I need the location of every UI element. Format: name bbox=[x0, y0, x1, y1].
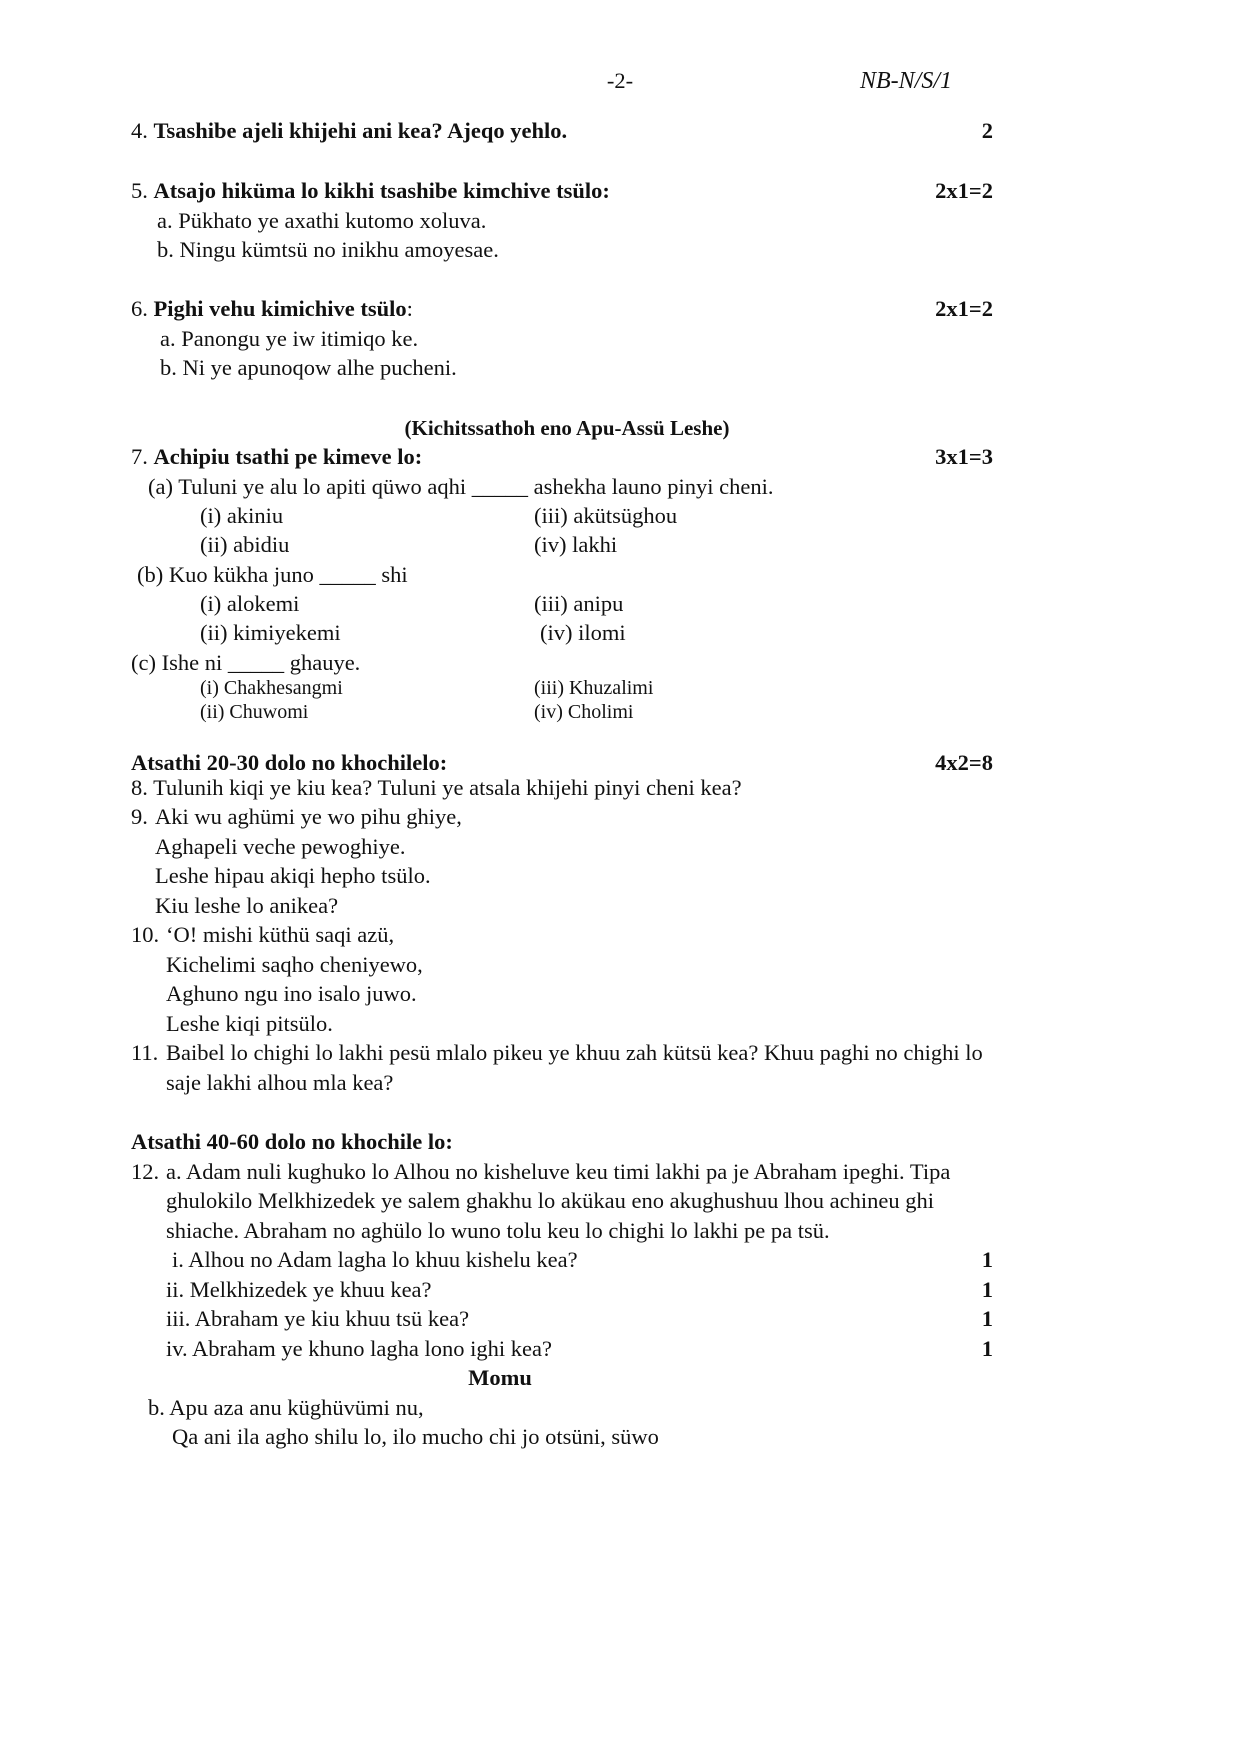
q7c-option-iii: (iii) Khuzalimi bbox=[534, 677, 654, 699]
q7a-stem: (a) Tuluni ye alu lo apiti qüwo aqhi _____ ashekha launo pinyi cheni. bbox=[148, 474, 774, 499]
q4-number: 4. bbox=[131, 118, 148, 143]
q10-number: 10. bbox=[131, 922, 160, 947]
q12b-line-2: Qa ani ila agho shilu lo, ilo mucho chi jo otsüni, süwo bbox=[172, 1424, 659, 1449]
q7a-option-iv: (iv) lakhi bbox=[534, 532, 618, 557]
q7b-option-iii: (iii) anipu bbox=[534, 591, 624, 616]
q12a-line-2: ghulokilo Melkhizedek ye salem ghakhu lo akükau eno akughushuu lhou achineu ghi bbox=[166, 1188, 934, 1213]
q6-colon: : bbox=[406, 296, 413, 321]
q12-number: 12. bbox=[131, 1159, 160, 1184]
paper-code: NB-N/S/1 bbox=[860, 68, 953, 94]
q9-line-3: Leshe hipau akiqi hepho tsülo. bbox=[155, 863, 431, 888]
q11-number: 11. bbox=[131, 1040, 159, 1065]
q11-line-1: Baibel lo chighi lo lakhi pesü mlalo pikeu ye khuu zah kütsü kea? Khuu paghi no chighi lo bbox=[166, 1040, 983, 1065]
question-8: 8. Tulunih kiqi ye kiu kea? Tuluni ye atsala khijehi pinyi cheni kea? bbox=[131, 775, 742, 800]
q12a-sub-iii: iii. Abraham ye kiu khuu tsü kea? bbox=[166, 1306, 470, 1331]
q7a-option-i: (i) akiniu bbox=[200, 503, 284, 528]
q7b-stem: (b) Kuo kükha juno _____ shi bbox=[137, 562, 408, 587]
q12a-sub-i: i. Alhou no Adam lagha lo khuu kishelu kea? bbox=[172, 1247, 578, 1272]
q12a-line-1: a. Adam nuli kughuko lo Alhou no kisheluve keu timi lakhi pa je Abraham ipeghi. Tipa bbox=[166, 1159, 951, 1184]
q4-text: Tsashibe ajeli khijehi ani kea? Ajeqo yehlo. bbox=[153, 118, 568, 143]
q12a-sub-ii: ii. Melkhizedek ye khuu kea? bbox=[166, 1277, 432, 1302]
section-3-heading: Atsathi 40-60 dolo no khochile lo: bbox=[131, 1129, 453, 1154]
q12a-sub-i-marks: 1 bbox=[981, 1247, 993, 1272]
q9-line-2: Aghapeli veche pewoghiye. bbox=[155, 834, 406, 859]
q4-marks: 2 bbox=[981, 118, 993, 143]
q5-item-b: b. Ningu kümtsü no inikhu amoyesae. bbox=[157, 237, 499, 262]
q7c-option-i: (i) Chakhesangmi bbox=[200, 677, 343, 699]
q7b-option-ii: (ii) kimiyekemi bbox=[200, 620, 341, 645]
q7-number: 7. bbox=[131, 444, 148, 469]
section-2-heading: Atsathi 20-30 dolo no khochilelo: bbox=[131, 750, 448, 775]
q12a-line-3: shiache. Abraham no aghülo lo wuno tolu keu lo chighi lo lakhi pe pa tsü. bbox=[166, 1218, 830, 1243]
q7c-option-iv: (iv) Cholimi bbox=[534, 701, 634, 723]
q10-line-1: ‘O! mishi küthü saqi azü, bbox=[166, 922, 395, 947]
q7b-option-i: (i) alokemi bbox=[200, 591, 300, 616]
q10-line-3: Aghuno ngu ino isalo juwo. bbox=[166, 981, 417, 1006]
q7a-option-ii: (ii) abidiu bbox=[200, 532, 290, 557]
q12b-line-1: b. Apu aza anu küghüvümi nu, bbox=[148, 1395, 424, 1420]
section-2-marks: 4x2=8 bbox=[935, 750, 993, 775]
q12a-sub-iv: iv. Abraham ye khuno lagha lono ighi kea? bbox=[166, 1336, 552, 1361]
q9-line-4: Kiu leshe lo anikea? bbox=[155, 893, 339, 918]
q5-marks: 2x1=2 bbox=[935, 178, 993, 203]
q12a-sub-ii-marks: 1 bbox=[981, 1277, 993, 1302]
page-number: -2- bbox=[606, 68, 634, 93]
section-heading: (Kichitssathoh eno Apu-Assü Leshe) bbox=[404, 416, 730, 440]
q6-marks: 2x1=2 bbox=[935, 296, 993, 321]
or-separator: Momu bbox=[468, 1365, 532, 1390]
q5-number: 5. bbox=[131, 178, 148, 203]
q10-line-4: Leshe kiqi pitsülo. bbox=[166, 1011, 333, 1036]
q6-number: 6. bbox=[131, 296, 148, 321]
q7-text: Achipiu tsathi pe kimeve lo: bbox=[153, 444, 423, 469]
q10-line-2: Kichelimi saqho cheniyewo, bbox=[166, 952, 423, 977]
q7-marks: 3x1=3 bbox=[935, 444, 993, 469]
q11-line-2: saje lakhi alhou mla kea? bbox=[166, 1070, 394, 1095]
q12a-sub-iii-marks: 1 bbox=[981, 1306, 993, 1331]
q7b-option-iv: (iv) ilomi bbox=[540, 620, 626, 645]
q7c-option-ii: (ii) Chuwomi bbox=[200, 701, 309, 723]
q6-item-b: b. Ni ye apunoqow alhe pucheni. bbox=[160, 355, 457, 380]
q9-line-1: Aki wu aghümi ye wo pihu ghiye, bbox=[155, 804, 462, 829]
q6-text: Pighi vehu kimichive tsülo bbox=[153, 296, 407, 321]
q7c-stem: (c) Ishe ni _____ ghauye. bbox=[131, 650, 361, 675]
q6-item-a: a. Panongu ye iw itimiqo ke. bbox=[160, 326, 419, 351]
q5-text: Atsajo hiküma lo kikhi tsashibe kimchive tsülo: bbox=[153, 178, 610, 203]
q7a-option-iii: (iii) akütsüghou bbox=[534, 503, 678, 528]
q5-item-a: a. Pükhato ye axathi kutomo xoluva. bbox=[157, 208, 487, 233]
q12a-sub-iv-marks: 1 bbox=[981, 1336, 993, 1361]
q9-number: 9. bbox=[131, 804, 148, 829]
